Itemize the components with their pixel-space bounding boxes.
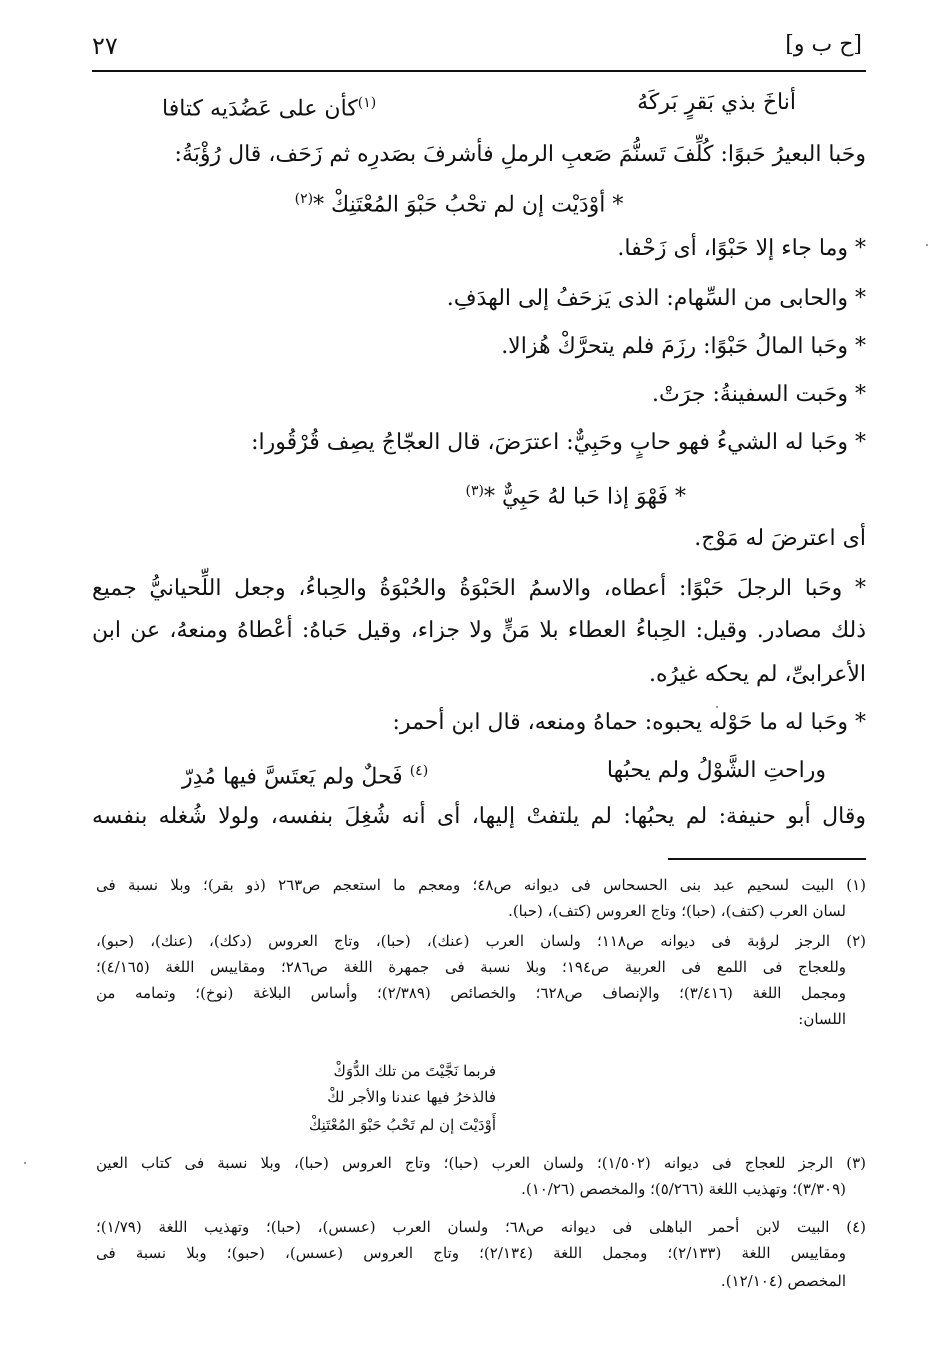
rajaz-line: * أوْدَيْت إن لم تحْبُ حَبْوَ المُعْتَنِكْ * — [313, 192, 624, 218]
footnote-3-line-2: (٣/٣٠٩)؛ وتهذيب اللغة (٥/٢٦٦)؛ والمخصص (١٠/٢٦). — [521, 1180, 846, 1198]
footnote-2-verse-3: أَوْدَيْتَ إن لم تَحْبُ حَبْوَ المُعْتَنِكْ — [308, 1116, 496, 1134]
text-line-14: وقال أبو حنيفة: لم يحبُها: لم يلتفتْ إليها، أى أنه شُغِلَ بنفسه، ولولا شُغله بنفسه — [92, 804, 866, 829]
footnote-2-line-4: اللسان: — [798, 1010, 846, 1028]
text-line-13: * وحَبا له ما حَوْله يحبوه: حماهُ ومنعه، قال ابن أحمر: — [392, 710, 866, 735]
page-number: ٢٧ — [92, 32, 118, 60]
verse-1-second-hemistich — [162, 88, 376, 124]
text-line-4: * والحابى من السِّهام: الذى يَزحَفُ إلى الهدَفِ. — [446, 286, 866, 311]
footnote-2-verse-2: فالذخرُ فيها عندنا والأجر لكْ — [327, 1088, 496, 1106]
footnote-ref: (١) — [357, 95, 377, 111]
scan-speck — [24, 1162, 26, 1164]
footnote-1-line-2: لسان العرب (كتف)، (حبا)؛ وتاج العروس (كتف)، (حبا). — [508, 902, 846, 920]
text-line-5: * وحَبا المالُ حَبْوًا: رزَمَ فلم يتحرَّكْ هُزالا. — [501, 334, 866, 359]
footnote-ref: (٤) — [409, 763, 429, 779]
text-line-9: أى اعترضَ له مَوْج. — [694, 526, 866, 551]
footnote-2-verse-1: فربما نَجَّيْتَ من تلك الدُّوَكْ — [333, 1062, 496, 1080]
rajaz-line: * فَهْوَ إذا حَبا لهُ حَبِيٌّ * — [483, 484, 686, 510]
scan-speck — [716, 706, 718, 708]
text-line-11: ذلك مصادر. وقيل: الحِباءُ العطاء بلا مَنٍّ ولا جزاء، وقيل حَباهُ: أعْطاهُ ومنعهُ، عن ابن — [92, 618, 866, 643]
footnote-ref: (٣) — [465, 483, 484, 499]
verse-1-second-text: كأن على عَضُدَيه كتافا — [162, 96, 358, 122]
verse-2 — [92, 756, 866, 790]
footnote-4-line-3: المخصص (١٢/١٠٤). — [720, 1272, 846, 1290]
text-line-1: وحَبا البعيرُ حَبوًا: كُلِّفَ تَسنُّمَ صَعبِ الرملِ فأشرفَ بصَدرِه ثم زَحَف، قال رُؤْبَةُ: — [174, 142, 866, 167]
text-line-12: الأعرابىِّ، لم يحكه غيرُه. — [649, 662, 866, 687]
verse-2-first-hemistich: وراحتِ الشَّوْلُ ولم يحبُها — [606, 758, 826, 783]
footnote-ref: (٢) — [294, 191, 314, 207]
verse-1-first-hemistich: أناخَ بذي بَقرٍ بَركَهُ — [637, 90, 796, 115]
footnote-1-line-1: (١) البيت لسحيم عبد بنى الحسحاس فى ديوانه ص٤٨؛ ومعجم ما استعجم ص٢٦٣ (ذو بقر)؛ وبلا نسبة فى — [96, 876, 866, 894]
root-heading: [ح ب و] — [785, 32, 862, 57]
text-line-10: * وحَبا الرجلَ حَبْوًا: أعطاه، والاسمُ الحَبْوَةُ والحُبْوَةُ والحِباءُ، وجعل اللِّحيانيُّ جميع — [92, 576, 867, 601]
header-rule — [92, 70, 866, 72]
text-line-6: * وحَبت السفينةُ: جرَتْ. — [652, 382, 866, 407]
text-line-3: * وما جاء إلا حَبْوًا، أى زَحْفا. — [617, 236, 866, 261]
text-line-7: * وحَبا له الشيءُ فهو حابٍ وحَبِيٌّ: اعترَضَ، قال العجّاجُ يصِف قُرْقُورا: — [251, 430, 866, 455]
text-line-8 — [92, 476, 866, 512]
scan-speck — [926, 244, 928, 246]
footnote-3-line-1: (٣) الرجز للعجاج فى ديوانه (١/٥٠٢)؛ ولسان العرب (حبا)؛ وتاج العروس (حبا)، وبلا نسبة فى كتاب العين — [96, 1154, 866, 1172]
verse-2-second-hemistich — [182, 756, 428, 792]
footnote-4-line-2: ومقاييس اللغة (٢/١٣٣)؛ ومجمل اللغة (٢/١٣٤)؛ وتاج العروس (عسس)، (حبو)؛ وبلا نسبة فى — [96, 1244, 846, 1262]
footnote-2-line-1: (٢) الرجز لرؤبة فى ديوانه ص١١٨؛ ولسان العرب (عنك)، (حبا)، وتاج العروس (دكك)، (عنك)، (حبو)، — [96, 932, 866, 950]
footnote-2-line-2: وللعجاج فى اللمع فى العربية ص١٩٤؛ وبلا نسبة فى جمهرة اللغة ص٢٨٦؛ ومقاييس اللغة (٤/١٦٥)؛ — [96, 958, 847, 976]
footnote-4-line-1: (٤) البيت لابن أحمر الباهلى فى ديوانه ص٦٨؛ ولسان العرب (عسس)، (حبا)؛ وتهذيب اللغة (١/٧٩)؛ — [96, 1218, 866, 1236]
footnote-2-line-3: ومجمل اللغة (٣/٤١٦)؛ والإنصاف ص٦٢٨؛ والخصائص (٢/٣٨٩)؛ وأساس البلاغة (نوخ)؛ وتمامه من — [96, 984, 846, 1002]
text-line-2 — [92, 184, 866, 220]
verse-2-second-text: فَحلٌ ولم يَعتَسَّ فيها مُدِرّ — [182, 764, 403, 790]
footnote-rule — [668, 858, 866, 860]
page-header — [92, 30, 862, 70]
verse-1 — [92, 88, 866, 122]
